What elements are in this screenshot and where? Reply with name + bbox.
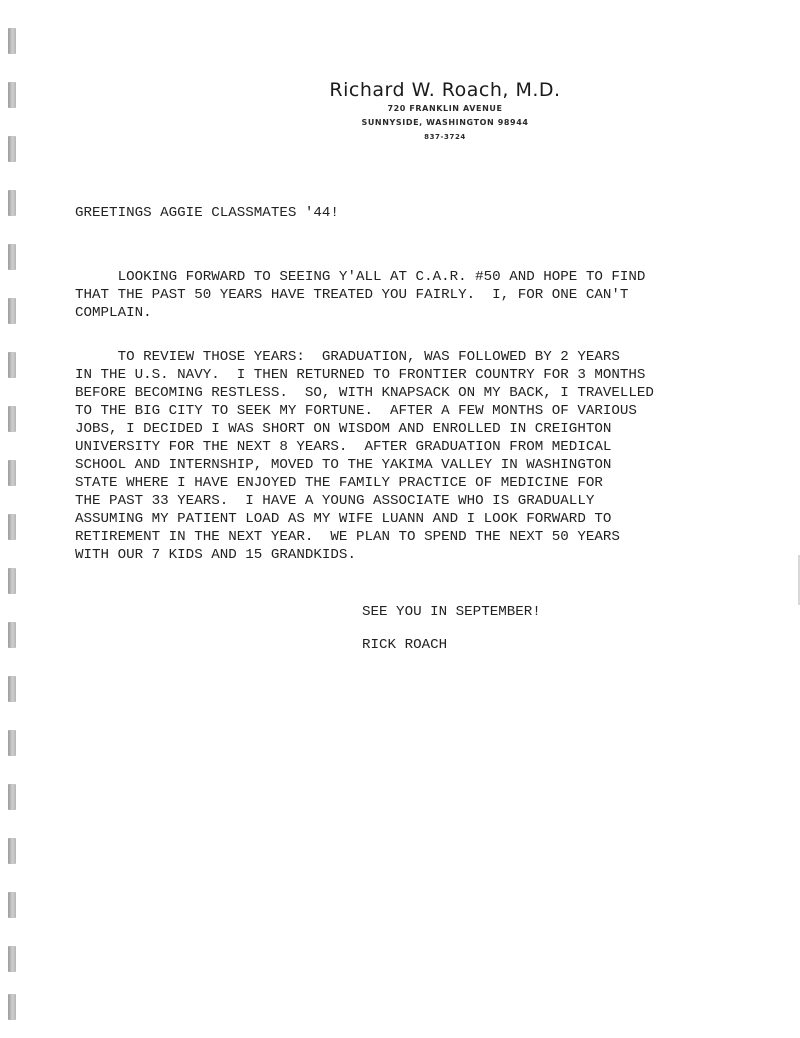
binding-hole bbox=[8, 244, 16, 270]
binding-hole bbox=[8, 568, 16, 594]
binding-hole bbox=[8, 784, 16, 810]
binding-holes bbox=[8, 0, 18, 1038]
letterhead bbox=[0, 78, 800, 144]
binding-hole bbox=[8, 676, 16, 702]
letterhead-name: Richard W. Roach, M.D. bbox=[329, 79, 561, 101]
binding-hole bbox=[8, 946, 16, 972]
binding-hole bbox=[8, 514, 16, 540]
letterhead-city: SUNNYSIDE, WASHINGTON 98944 bbox=[361, 118, 529, 127]
letter-signature: RICK ROACH bbox=[362, 637, 448, 653]
binding-hole bbox=[8, 892, 16, 918]
binding-hole bbox=[8, 622, 16, 648]
binding-hole bbox=[8, 460, 16, 486]
letterhead-address: 720 FRANKLIN AVENUE bbox=[387, 104, 503, 113]
binding-hole bbox=[8, 28, 16, 54]
letter-greeting: GREETINGS AGGIE CLASSMATES '44! bbox=[75, 205, 339, 221]
letter-closing: SEE YOU IN SEPTEMBER! bbox=[362, 604, 541, 620]
letterhead-phone: 837-3724 bbox=[424, 133, 466, 141]
binding-hole bbox=[8, 298, 16, 324]
binding-hole bbox=[8, 730, 16, 756]
binding-hole bbox=[8, 406, 16, 432]
letter-paragraph-2: TO REVIEW THOSE YEARS: GRADUATION, WAS FOLLOWED BY 2 YEARS IN THE U.S. NAVY. I THEN RETURNED TO FRONTIER COUNTRY FOR 3 MONTHS BEFORE BECOMING RESTLESS. SO, WITH KNAPSACK ON MY BACK, I TRAVELLED TO THE BIG CITY TO SEEK MY FORTUNE. AFTER A FEW MONTHS OF VARIOUS JOBS, I DECIDED I WAS SHORT ON WISDOM AND ENROLLED IN CREIGHTON UNIVERSITY FOR THE NEXT 8 YEARS. AFTER GRADUATION FROM MEDICAL SCHOOL AND INTERNSHIP, MOVED TO THE YAKIMA VALLEY IN WASHINGTON STATE WHERE I HAVE ENJOYED THE FAMILY PRACTICE OF MEDICINE FOR THE PAST 33 YEARS. I HAVE A YOUNG ASSOCIATE WHO IS GRADUALLY ASSUMING MY PATIENT LOAD AS MY WIFE LUANN AND I LOOK FORWARD TO RETIREMENT IN THE NEXT YEAR. WE PLAN TO SPEND THE NEXT 50 YEARS WITH OUR 7 KIDS AND 15 GRANDKIDS. bbox=[75, 349, 654, 563]
binding-hole bbox=[8, 352, 16, 378]
letter-paragraph-1: LOOKING FORWARD TO SEEING Y'ALL AT C.A.R. #50 AND HOPE TO FIND THAT THE PAST 50 YEARS HAVE TREATED YOU FAIRLY. I, FOR ONE CAN'T COMPLAIN. bbox=[75, 269, 646, 321]
binding-hole bbox=[8, 994, 16, 1020]
binding-hole bbox=[8, 838, 16, 864]
binding-hole bbox=[8, 190, 16, 216]
